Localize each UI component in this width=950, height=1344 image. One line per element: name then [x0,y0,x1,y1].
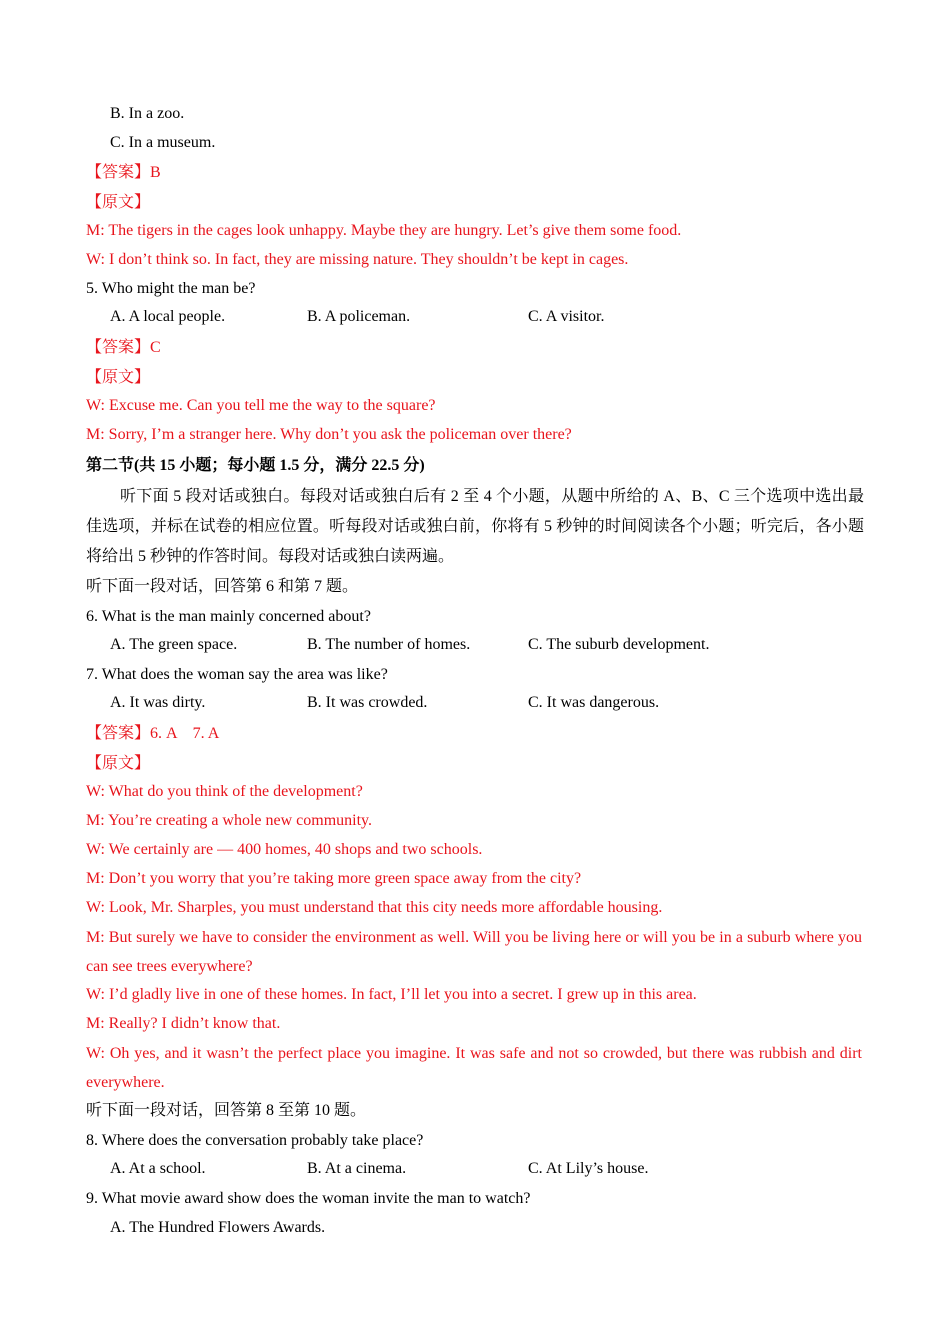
q6-option-a: A. The green space. [110,636,238,653]
q7-option-a: A. It was dirty. [110,694,206,711]
q6-option-b: B. The number of homes. [307,636,471,653]
dialog-line-6: M: But surely we have to consider the environment as well. Will you be living here or will you be in a suburb where you can see trees everywhere? [86,929,862,975]
q5-option-a: A. A local people. [110,308,226,325]
q6-question: 6. What is the man mainly concerned about? [86,608,371,625]
dialog-line-2: M: You’re creating a whole new community. [86,812,373,829]
q5-option-b: B. A policeman. [307,308,411,325]
q4-transcript-label: 【原文】 [86,194,151,211]
section2-instructions: 听下面 5 段对话或独白。每段对话或独白后有 2 至 4 个小题，从题中所给的 A、B、C 三个选项中选出最佳选项，并标在试卷的相应位置。听每段对话或独白前，你将有 5 秒钟的时间阅读各个小题；听完后，各小题将给出 5 秒钟的作答时间。每段对话或独白读两遍。 [86,488,864,565]
q4-option-b: B. In a zoo. [110,105,185,122]
q5-answer: 【答案】C [86,339,161,356]
answer-q6-q7: 【答案】6. A 7. A [86,725,220,742]
q9-question: 9. What movie award show does the woman invite the man to watch? [86,1190,531,1207]
q8-question: 8. Where does the conversation probably take place? [86,1132,424,1149]
q5-transcript-label: 【原文】 [86,369,151,386]
dialog-line-4: M: Don’t you worry that you’re taking more green space away from the city? [86,870,582,887]
q8-option-b: B. At a cinema. [307,1160,407,1177]
q5-question: 5. Who might the man be? [86,280,256,297]
intro-q6-q7: 听下面一段对话，回答第 6 和第 7 题。 [86,578,359,595]
q8-option-c: C. At Lily’s house. [528,1160,649,1177]
q7-question: 7. What does the woman say the area was like? [86,666,388,683]
q5-dialog-line-2: M: Sorry, I’m a stranger here. Why don’t you ask the policeman over there? [86,426,572,443]
dialog-line-8: M: Really? I didn’t know that. [86,1015,281,1032]
transcript-label-q6-q7: 【原文】 [86,755,151,772]
dialog-line-3: W: We certainly are — 400 homes, 40 shops and two schools. [86,841,483,858]
q4-answer: 【答案】B [86,164,161,181]
q8-option-a: A. At a school. [110,1160,206,1177]
dialog-line-5: W: Look, Mr. Sharples, you must understand that this city needs more affordable housing. [86,899,663,916]
dialog-line-1: W: What do you think of the development? [86,783,363,800]
q7-option-b: B. It was crowded. [307,694,428,711]
q5-option-c: C. A visitor. [528,308,605,325]
dialog-line-7: W: I’d gladly live in one of these homes. In fact, I’ll let you into a secret. I grew up in this area. [86,986,697,1003]
q6-option-c: C. The suburb development. [528,636,710,653]
q9-option-a: A. The Hundred Flowers Awards. [110,1219,326,1236]
q4-dialog-line-2: W: I don’t think so. In fact, they are missing nature. They shouldn’t be kept in cages. [86,251,629,268]
dialog-line-9: W: Oh yes, and it wasn’t the perfect place you imagine. It was safe and not so crowded, but there was rubbish and dirt everywhere. [86,1045,862,1091]
q4-dialog-line-1: M: The tigers in the cages look unhappy. Maybe they are hungry. Let’s give them some food. [86,222,682,239]
q4-option-c: C. In a museum. [110,134,216,151]
section2-heading: 第二节(共 15 小题；每小题 1.5 分，满分 22.5 分) [86,457,425,474]
q5-dialog-line-1: W: Excuse me. Can you tell me the way to the square? [86,397,436,414]
q7-option-c: C. It was dangerous. [528,694,660,711]
intro-q8-q10: 听下面一段对话，回答第 8 至第 10 题。 [86,1102,367,1119]
